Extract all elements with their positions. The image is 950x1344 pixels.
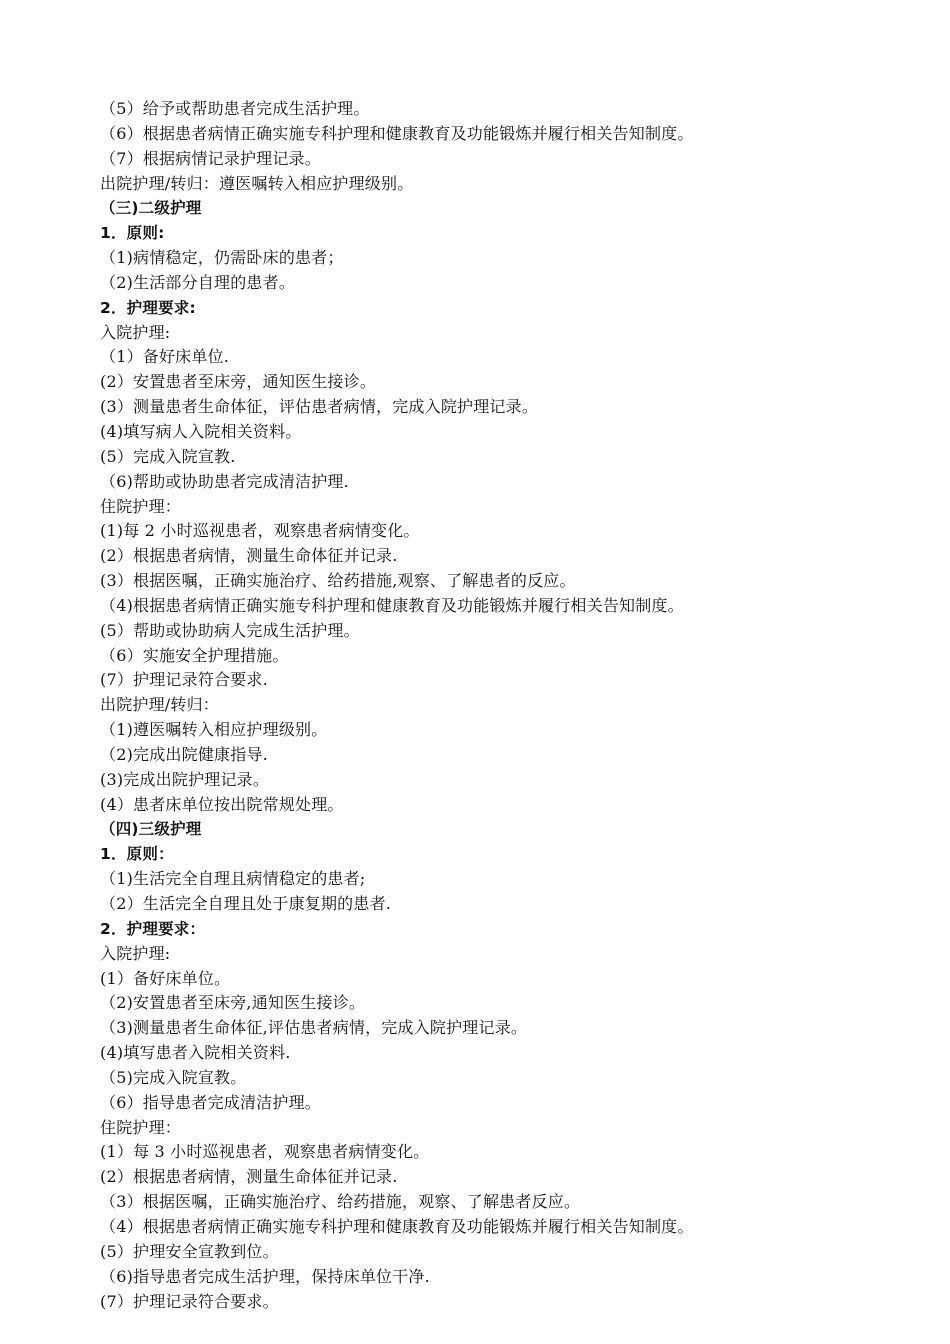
section-heading: 2．护理要求： <box>100 919 206 938</box>
document-page <box>100 97 900 1314</box>
text-line: (3）根据医嘱，正确实施治疗、给药措施,观察、了解患者的反应。 <box>100 571 576 591</box>
text-line: （5）给予或帮助患者完成生活护理。 <box>100 99 370 118</box>
text-line: 出院护理/转归：遵医嘱转入相应护理级别。 <box>100 173 414 193</box>
section-heading: （四)三级护理 <box>100 820 202 839</box>
section-heading: 1．原则: <box>100 224 165 243</box>
text-line: （7）根据病情记录护理记录。 <box>100 148 321 168</box>
text-line: （5)完成入院宣教。 <box>100 1067 247 1087</box>
text-line: （3)测量患者生命体征,评估患者病情，完成入院护理记录。 <box>100 1018 528 1038</box>
text-line: （1)生活完全自理且病情稳定的患者; <box>100 869 366 889</box>
text-line: （1）备好床单位. <box>100 347 230 367</box>
text-line: (4)填写患者入院相关资料. <box>100 1043 291 1063</box>
text-line: （1)遵医嘱转入相应护理级别。 <box>100 720 328 740</box>
text-line: 出院护理/转归： <box>100 695 219 715</box>
section-heading: 1．原则： <box>100 845 174 864</box>
text-line: (7）护理记录符合要求。 <box>100 1291 279 1311</box>
text-line: (7）护理记录符合要求. <box>100 670 268 690</box>
text-line: (3)完成出院护理记录。 <box>100 769 270 789</box>
text-line: (3）测量患者生命体征，评估患者病情，完成入院护理记录。 <box>100 397 539 417</box>
text-line: (2）根据患者病情，测量生命体征并记录. <box>100 1167 398 1187</box>
text-line: (2）根据患者病情，测量生命体征并记录. <box>100 546 398 566</box>
text-line: 入院护理: <box>100 943 171 963</box>
text-line: （3）根据医嘱，正确实施治疗、给药措施，观察、了解患者反应。 <box>100 1192 581 1212</box>
text-line: （1)病情稳定，仍需卧床的患者； <box>100 248 344 268</box>
text-line: （2)生活部分自理的患者。 <box>100 272 296 292</box>
text-line: （6）指导患者完成清洁护理。 <box>100 1092 321 1112</box>
text-line: （6)指导患者完成生活护理，保持床单位干净. <box>100 1266 430 1286</box>
text-line: （6）根据患者病情正确实施专科护理和健康教育及功能锻炼并履行相关告知制度。 <box>100 123 694 143</box>
text-line: (4)填写病人入院相关资料。 <box>100 421 302 441</box>
text-line: （2)安置患者至床旁,通知医生接诊。 <box>100 993 366 1013</box>
text-line: 入院护理: <box>100 322 171 342</box>
text-line: (1）备好床单位。 <box>100 968 231 988</box>
text-line: （2）生活完全自理且处于康复期的患者. <box>100 894 392 913</box>
text-line: 住院护理： <box>100 496 182 516</box>
text-line: (4）患者床单位按出院常规处理。 <box>100 794 344 814</box>
text-line: (5）护理安全宣教到位。 <box>100 1241 279 1261</box>
text-line: (2）安置患者至床旁，通知医生接诊。 <box>100 372 377 392</box>
section-heading: 2．护理要求: <box>100 298 196 317</box>
text-line: （4)根据患者病情正确实施专科护理和健康教育及功能锻炼并履行相关告知制度。 <box>100 595 684 615</box>
text-line: (1)每 2 小时巡视患者，观察患者病情变化。 <box>100 521 420 541</box>
text-line: 住院护理： <box>100 1117 182 1137</box>
section-heading: （三)二级护理 <box>100 199 202 218</box>
text-line: （2)完成出院健康指导. <box>100 744 268 764</box>
text-line: (1）每 3 小时巡视患者，观察患者病情变化。 <box>100 1142 430 1162</box>
text-line: (5）完成入院宣教. <box>100 446 236 466</box>
text-line: （6）实施安全护理措施。 <box>100 645 289 665</box>
text-line: （4）根据患者病情正确实施专科护理和健康教育及功能锻炼并履行相关告知制度。 <box>100 1216 694 1236</box>
text-line: (5）帮助或协助病人完成生活护理。 <box>100 620 360 640</box>
text-line: （6)帮助或协助患者完成清洁护理. <box>100 471 349 491</box>
